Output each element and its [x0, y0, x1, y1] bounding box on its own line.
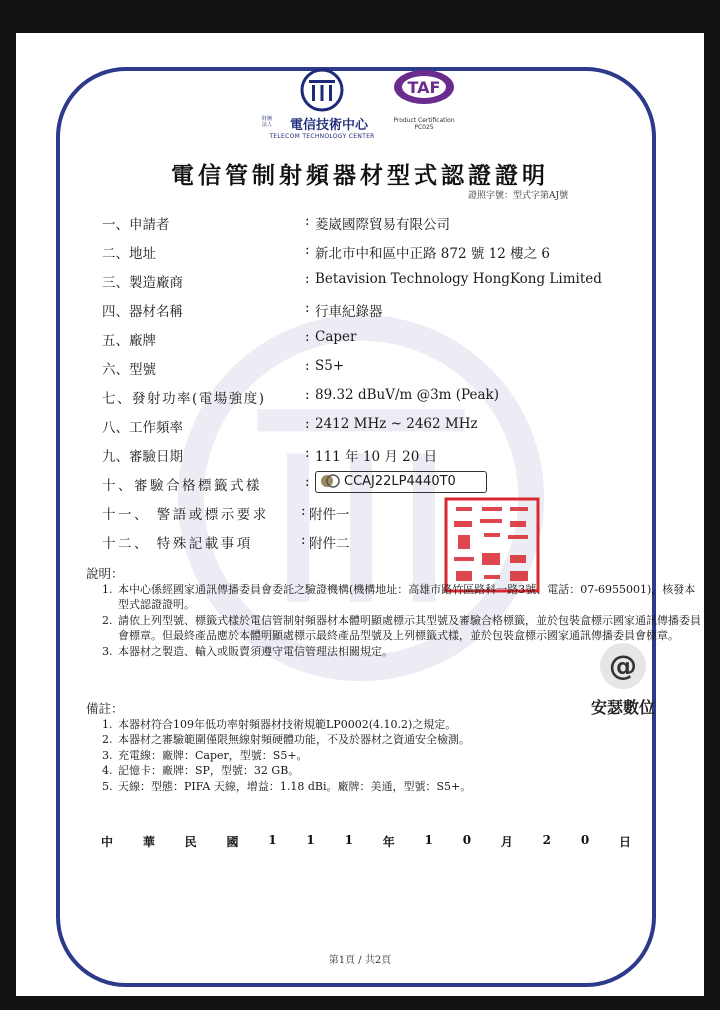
badge-icon-glyph: @ — [609, 649, 637, 682]
field-label-part: 請 — [142, 217, 156, 233]
field-label-part: 作 — [142, 420, 156, 436]
field-label-part: 八、工 — [102, 420, 143, 436]
taf-logo — [384, 67, 464, 131]
taf-logo-text: TAF — [407, 78, 441, 97]
taf-code: PC025 — [414, 124, 434, 131]
date-char: 中 — [101, 835, 114, 849]
field-colon: : — [305, 416, 310, 432]
field-label-part: 造 — [142, 275, 156, 291]
field-row — [102, 300, 383, 322]
date-char: 0 — [462, 833, 472, 847]
field-label-part: 名 — [156, 304, 170, 320]
field-label — [102, 358, 304, 378]
field-row — [102, 445, 438, 467]
page-number: 第1頁 / 共2頁 — [328, 955, 392, 966]
field-label — [102, 503, 269, 523]
field-label — [102, 271, 304, 291]
field-colon: : — [305, 271, 310, 287]
field-label — [102, 387, 266, 407]
date-char: 2 — [542, 833, 552, 847]
certificate-page — [16, 33, 704, 996]
date-char: 1 — [344, 833, 353, 847]
list-item: 3. 充電線：廠牌：Caper，型號：S5+。 — [116, 748, 471, 764]
field-label — [102, 300, 304, 320]
list-item: 1. 本器材符合109年低功率射頻器材技術規範LP0002(4.10.2)之規定。 — [116, 717, 471, 733]
ttc-emblem-icon — [295, 67, 349, 113]
taf-emblem-icon — [384, 67, 464, 113]
field-label-part: 十一、 警語或標示要求 — [102, 507, 269, 523]
field-label-part: 牌 — [142, 333, 156, 349]
field-label — [102, 474, 262, 494]
at-sign-icon — [598, 641, 648, 691]
field-label — [102, 532, 253, 552]
field-colon: : — [305, 300, 310, 316]
date-char: 1 — [424, 833, 433, 847]
field-label-part: 五、廠 — [102, 333, 143, 349]
field-value: 菱崴國際貿易有限公司 — [315, 217, 450, 233]
field-label-part: 四、器 — [102, 304, 143, 320]
field-label-part: 號 — [142, 362, 156, 378]
date-char: 華 — [142, 835, 155, 849]
field-label-part: 商 — [169, 275, 183, 291]
field-row — [102, 387, 499, 409]
date-char: 1 — [268, 833, 277, 847]
remarks-list — [86, 717, 471, 795]
page-title: 電信管制射頻器材型式認證證明 — [171, 162, 549, 189]
field-value: Caper — [315, 329, 357, 345]
field-colon: : — [305, 387, 310, 403]
field-label — [102, 416, 304, 436]
field-row — [102, 358, 345, 380]
field-label-part: 期 — [169, 449, 183, 465]
list-item: 4. 記憶卡：廠牌：SP，型號：32 GB。 — [116, 763, 471, 779]
list-item: 2. 本器材之審驗範圍僅限無線射頻硬體功能，不及於器材之資通安全檢測。 — [116, 732, 471, 748]
field-label — [102, 329, 304, 349]
field-label-part: 六、型 — [102, 362, 143, 378]
field-label-part: 驗 — [142, 449, 156, 465]
field-label — [102, 242, 304, 262]
notes-heading: 說明： — [86, 566, 124, 581]
approval-label-sample — [315, 471, 487, 493]
org-prefix: 財團 法人 — [262, 116, 273, 128]
field-label-part: 九、審 — [102, 449, 143, 465]
list-item: 2. 請依上列型號、標籤式樣於電信管制射頻器材本體明顯處標示其型號及審驗合格標籤，並於包裝盒標示國家通訊傳播委員會標章。但最終產品應於本體明顯處標示最終產品型號及上列標籤式樣，並於包裝盒標示國家通訊傳播委員會標章。 — [116, 613, 704, 644]
field-value: 附件一 — [309, 507, 350, 523]
field-label-part: 頻 — [156, 420, 170, 436]
field-row — [102, 532, 350, 554]
remarks-heading: 備註： — [86, 701, 124, 716]
field-label-part: 廠 — [156, 275, 170, 291]
document-number: 證照字號：型式字第AJ號 — [468, 191, 569, 201]
field-label-part: 率 — [169, 420, 183, 436]
list-item: 3. 本器材之製造、輸入或販賣須遵守電信管理法相關規定。 — [116, 644, 704, 660]
field-row — [102, 474, 456, 496]
badge-label: 安瑟數位 — [590, 698, 655, 717]
field-value: 2412 MHz ~ 2462 MHz — [315, 416, 478, 432]
field-colon: : — [301, 503, 306, 519]
field-label-part: 址 — [142, 246, 156, 262]
field-row — [102, 271, 602, 293]
field-colon: : — [305, 445, 310, 461]
watermark-badge — [568, 641, 678, 718]
date-char: 日 — [618, 835, 631, 849]
org-name-cn: 電信技術中心 — [289, 118, 368, 133]
date-char: 民 — [184, 835, 197, 849]
field-label-part: 七、發射功率(電場強度) — [102, 391, 266, 407]
field-colon: : — [305, 213, 310, 229]
field-label-part: 日 — [156, 449, 170, 465]
field-label-part: 三、製 — [102, 275, 143, 291]
field-label-part: 二、地 — [102, 246, 143, 262]
remarks-section — [86, 701, 471, 794]
taf-cert-label: Product Certification — [393, 117, 455, 124]
field-colon: : — [305, 358, 310, 374]
field-label-part: 一、申 — [102, 217, 143, 233]
field-value: 行車紀錄器 — [315, 304, 383, 320]
field-label — [102, 445, 304, 465]
date-char: 0 — [580, 833, 590, 847]
field-row — [102, 503, 350, 525]
field-colon: : — [305, 329, 310, 345]
date-char: 國 — [226, 835, 239, 849]
field-row — [102, 242, 550, 264]
field-value: Betavision Technology HongKong Limited — [315, 271, 602, 287]
field-row — [102, 416, 478, 438]
field-label-part: 稱 — [169, 304, 183, 320]
field-value: 111 年 10 月 20 日 — [315, 449, 438, 465]
field-value: 89.32 dBuV/m @3m (Peak) — [315, 387, 499, 403]
org-name-en: TELECOM TECHNOLOGY CENTER — [269, 133, 375, 140]
field-row — [102, 213, 450, 235]
field-value: 新北市中和區中正路 872 號 12 樓之 6 — [315, 246, 550, 262]
date-char: 月 — [500, 835, 513, 849]
field-label — [102, 213, 304, 233]
field-label-part: 十、審驗合格標籤式樣 — [102, 478, 262, 494]
field-value: S5+ — [315, 358, 345, 374]
list-item: 1. 本中心係經國家通訊傳播委員會委託之驗證機構(機構地址：高雄市路竹區路科一路3號、電話：07-6955001)，核發本型式認證證明。 — [116, 582, 704, 613]
field-label-part: 者 — [156, 217, 170, 233]
field-value: 附件二 — [309, 536, 350, 552]
list-item: 5. 天線：型態：PIFA 天線，增益：1.18 dBi。廠牌：美通，型號：S5+。 — [116, 779, 471, 795]
date-char: 1 — [306, 833, 315, 847]
field-colon: : — [305, 474, 310, 490]
date-char: 年 — [382, 835, 395, 849]
approval-code: CCAJ22LP4440T0 — [344, 474, 456, 489]
field-colon: : — [301, 532, 306, 548]
field-colon: : — [305, 242, 310, 258]
field-label-part: 十二、 特殊記載事項 — [102, 536, 253, 552]
field-row — [102, 329, 357, 351]
issue-date-line — [101, 833, 631, 850]
field-label-part: 材 — [142, 304, 156, 320]
ncc-mark-icon — [320, 474, 340, 488]
